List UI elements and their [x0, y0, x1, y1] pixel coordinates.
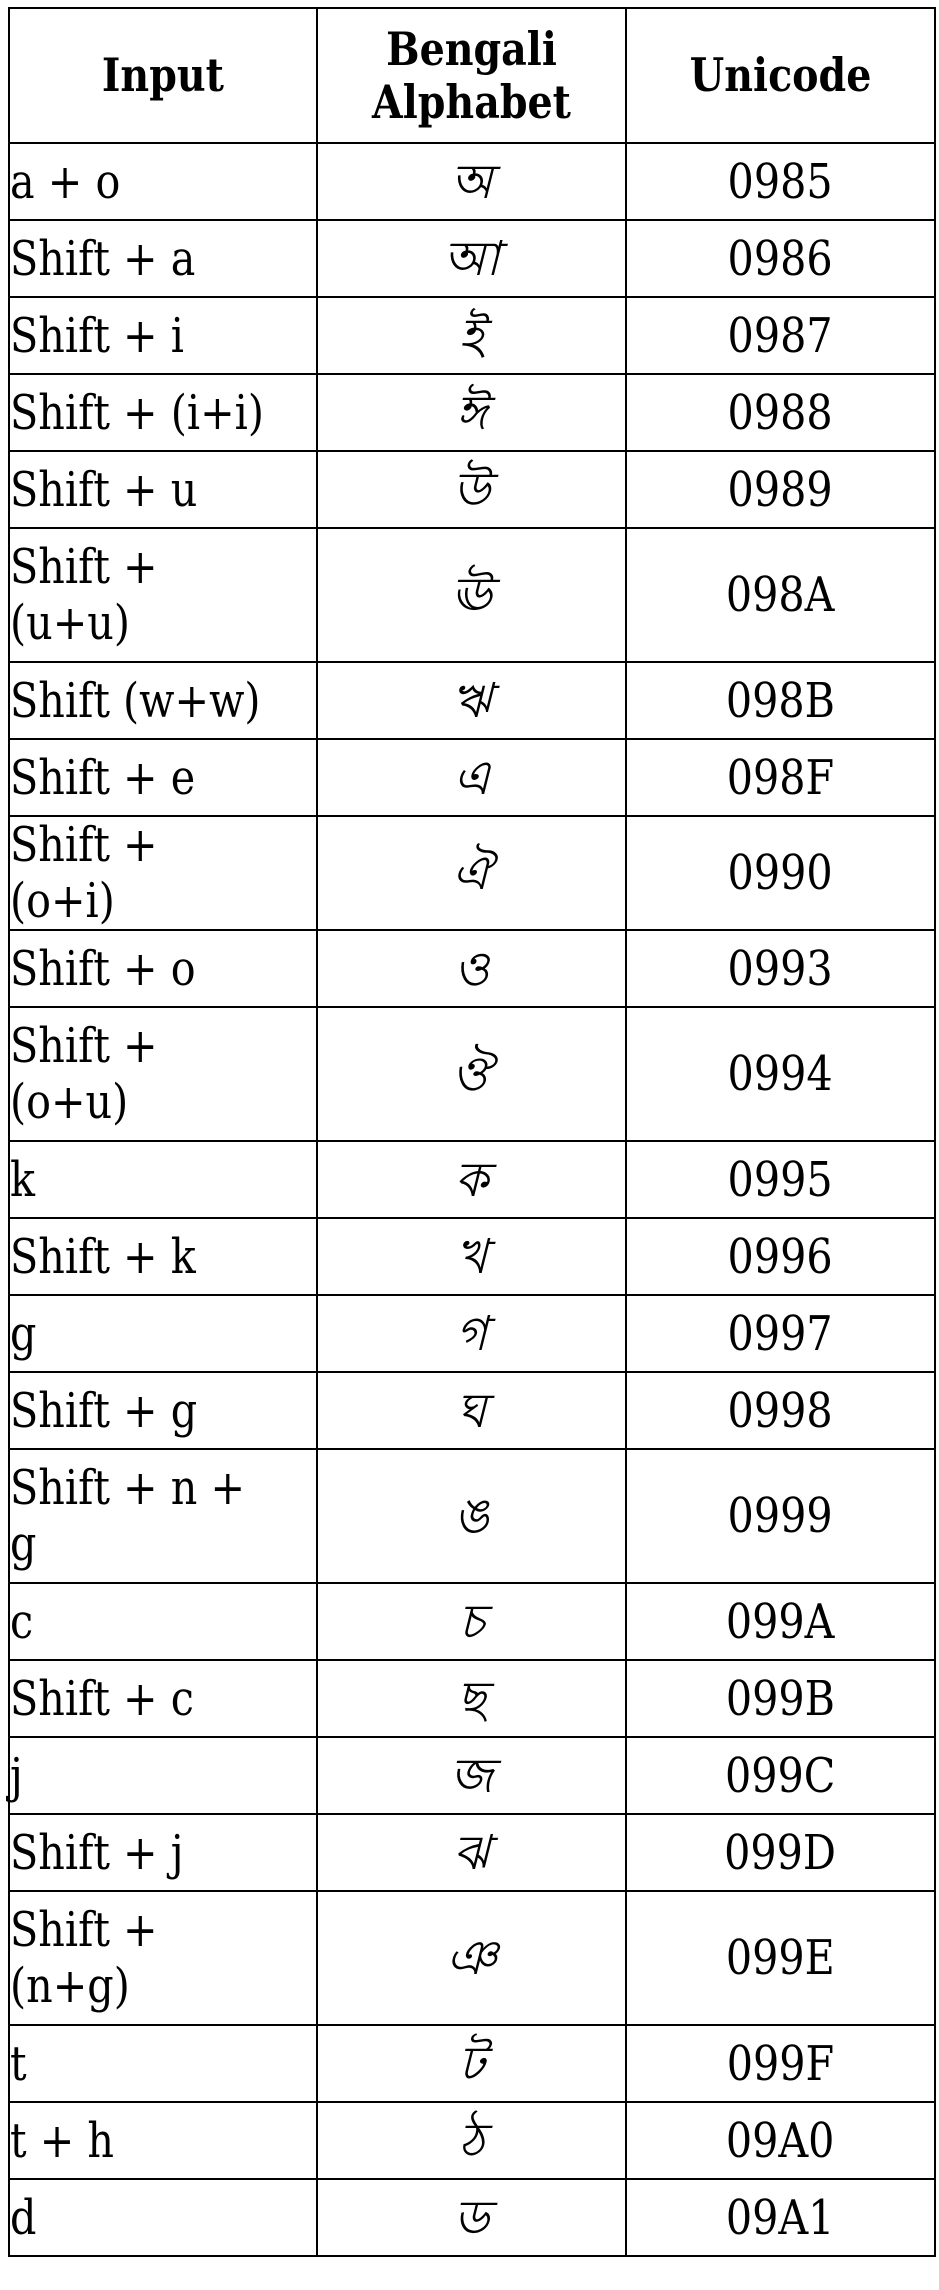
table-row	[9, 1891, 935, 2025]
input-key-cell: Shift + e	[9, 739, 317, 816]
input-key-cell: Shift + k	[9, 1218, 317, 1295]
unicode-cell: 0996	[626, 1218, 935, 1295]
bengali-glyph-cell: ক	[317, 1141, 626, 1218]
unicode-cell: 0989	[626, 451, 935, 528]
bengali-glyph-cell: ঠ	[317, 2102, 626, 2179]
input-key-cell: c	[9, 1583, 317, 1660]
table-row	[9, 2102, 935, 2179]
input-key-cell: k	[9, 1141, 317, 1218]
table-row	[9, 1372, 935, 1449]
input-key-cell: Shift (w+w)	[9, 662, 317, 739]
unicode-cell: 099D	[626, 1814, 935, 1891]
table-row	[9, 1737, 935, 1814]
unicode-cell: 09A0	[626, 2102, 935, 2179]
table-row	[9, 220, 935, 297]
unicode-cell: 0998	[626, 1372, 935, 1449]
header-input: Input	[9, 8, 317, 143]
table-row	[9, 374, 935, 451]
unicode-cell: 098F	[626, 739, 935, 816]
table-row	[9, 297, 935, 374]
unicode-cell: 0990	[626, 816, 935, 930]
unicode-cell: 0999	[626, 1449, 935, 1583]
bengali-glyph-cell: চ	[317, 1583, 626, 1660]
unicode-cell: 099E	[626, 1891, 935, 2025]
input-key-cell: Shift + a	[9, 220, 317, 297]
unicode-cell: 0987	[626, 297, 935, 374]
input-key-cell: Shift + c	[9, 1660, 317, 1737]
unicode-cell: 099A	[626, 1583, 935, 1660]
bengali-glyph-cell: ই	[317, 297, 626, 374]
table-row	[9, 1660, 935, 1737]
bengali-glyph-cell: ঘ	[317, 1372, 626, 1449]
bengali-glyph-cell: ঔ	[317, 1007, 626, 1141]
bengali-glyph-cell: ও	[317, 930, 626, 1007]
input-key-cell: Shift + o	[9, 930, 317, 1007]
input-key-cell: t + h	[9, 2102, 317, 2179]
table-row	[9, 2179, 935, 2256]
unicode-cell: 0993	[626, 930, 935, 1007]
input-key-cell: a + o	[9, 143, 317, 220]
input-key-cell: Shift + (i+i)	[9, 374, 317, 451]
unicode-cell: 0985	[626, 143, 935, 220]
bengali-glyph-cell: ট	[317, 2025, 626, 2102]
bengali-glyph-cell: ঙ	[317, 1449, 626, 1583]
table-row	[9, 930, 935, 1007]
unicode-cell: 0995	[626, 1141, 935, 1218]
table-row	[9, 1814, 935, 1891]
bengali-glyph-cell: ড	[317, 2179, 626, 2256]
document-page	[8, 7, 934, 2257]
unicode-cell: 0988	[626, 374, 935, 451]
table-row	[9, 451, 935, 528]
input-key-cell: Shift + (o+u)	[9, 1007, 317, 1141]
table-row	[9, 1007, 935, 1141]
table-row	[9, 1583, 935, 1660]
bengali-glyph-cell: ঝ	[317, 1814, 626, 1891]
bengali-glyph-cell: ঞ	[317, 1891, 626, 2025]
header-bengali-alphabet: Bengali Alphabet	[317, 8, 626, 143]
input-key-cell: d	[9, 2179, 317, 2256]
unicode-cell: 0986	[626, 220, 935, 297]
table-header-row	[9, 8, 935, 143]
unicode-cell: 09A1	[626, 2179, 935, 2256]
bengali-glyph-cell: গ	[317, 1295, 626, 1372]
unicode-cell: 099F	[626, 2025, 935, 2102]
bengali-glyph-cell: ঐ	[317, 816, 626, 930]
bengali-glyph-cell: অ	[317, 143, 626, 220]
table-row	[9, 662, 935, 739]
table-row	[9, 528, 935, 662]
table-row	[9, 1449, 935, 1583]
table-row	[9, 1295, 935, 1372]
input-key-cell: Shift + j	[9, 1814, 317, 1891]
table-row	[9, 739, 935, 816]
bengali-glyph-cell: ঈ	[317, 374, 626, 451]
bengali-glyph-cell: জ	[317, 1737, 626, 1814]
unicode-cell: 099B	[626, 1660, 935, 1737]
input-key-cell: g	[9, 1295, 317, 1372]
bengali-glyph-cell: ঋ	[317, 662, 626, 739]
input-key-cell: t	[9, 2025, 317, 2102]
input-key-cell: j	[9, 1737, 317, 1814]
input-key-cell: Shift + n + g	[9, 1449, 317, 1583]
bengali-glyph-cell: আ	[317, 220, 626, 297]
input-key-cell: Shift + (n+g)	[9, 1891, 317, 2025]
unicode-cell: 0994	[626, 1007, 935, 1141]
unicode-cell: 098A	[626, 528, 935, 662]
unicode-cell: 0997	[626, 1295, 935, 1372]
bengali-keymap-table	[8, 7, 936, 2257]
input-key-cell: Shift + i	[9, 297, 317, 374]
table-row	[9, 1218, 935, 1295]
unicode-cell: 099C	[626, 1737, 935, 1814]
input-key-cell: Shift + (u+u)	[9, 528, 317, 662]
table-row	[9, 816, 935, 930]
table-row	[9, 2025, 935, 2102]
input-key-cell: Shift + g	[9, 1372, 317, 1449]
bengali-glyph-cell: এ	[317, 739, 626, 816]
table-row	[9, 1141, 935, 1218]
bengali-glyph-cell: ঊ	[317, 528, 626, 662]
bengali-glyph-cell: উ	[317, 451, 626, 528]
bengali-glyph-cell: ছ	[317, 1660, 626, 1737]
unicode-cell: 098B	[626, 662, 935, 739]
input-key-cell: Shift + u	[9, 451, 317, 528]
input-key-cell: Shift + (o+i)	[9, 816, 317, 930]
bengali-glyph-cell: খ	[317, 1218, 626, 1295]
header-unicode: Unicode	[626, 8, 935, 143]
table-row	[9, 143, 935, 220]
